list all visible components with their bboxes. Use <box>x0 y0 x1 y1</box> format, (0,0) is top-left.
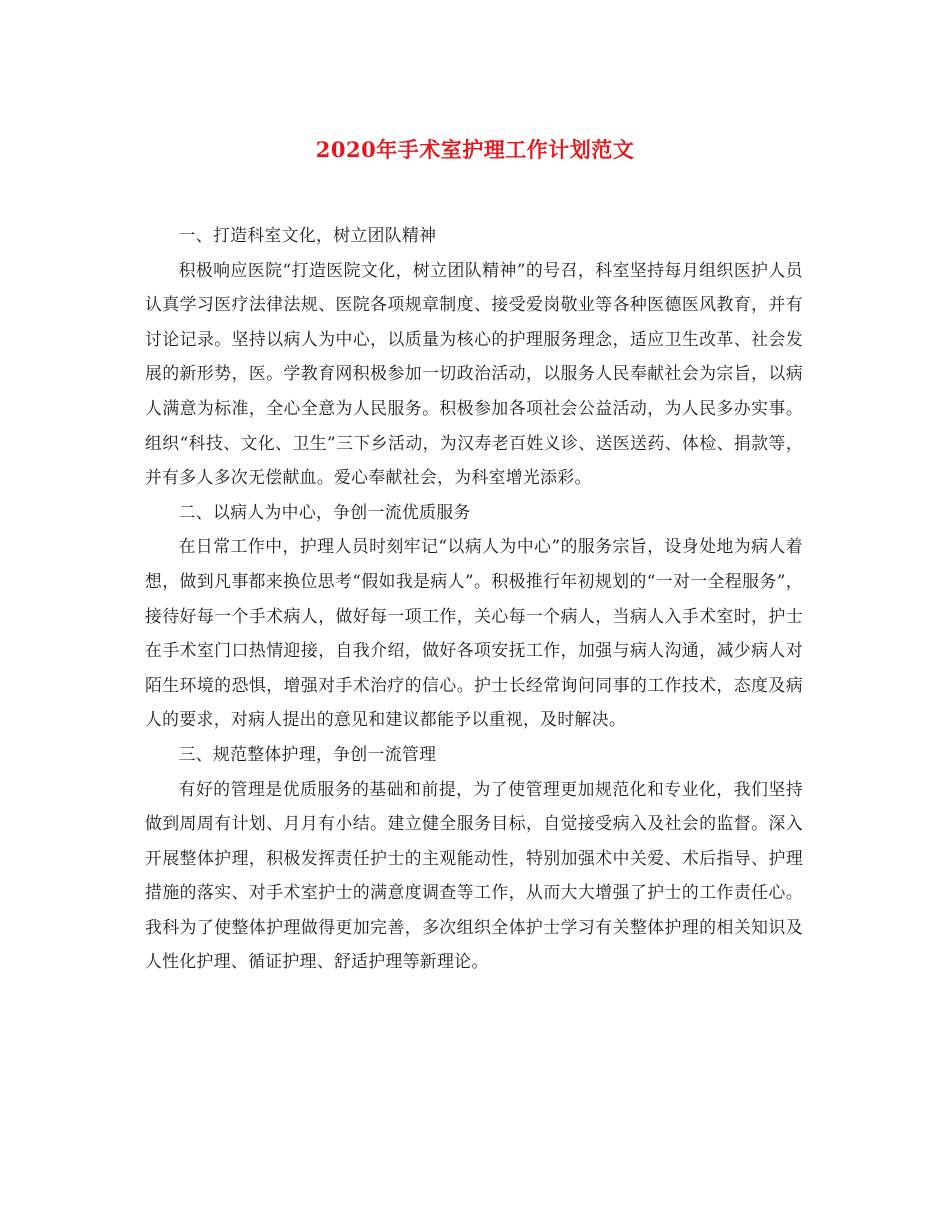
section-1-heading: 一、打造科室文化，树立团队精神 <box>178 225 437 245</box>
document-title: 2020年手术室护理工作计划范文 <box>315 137 635 162</box>
section-3-heading: 三、规范整体护理，争创一流管理 <box>178 743 437 764</box>
section-2-heading: 二、以病人为中心，争创一流优质服务 <box>178 501 471 522</box>
section-2-paragraph: 在日常工作中，护理人员时刻牢记“以病人为中心”的服务宗旨，设身处地为病人着想，做到凡事都来换位思考“假如我是病人”。积极推行年初规划的“一对一全程服务”，接待好每一个手术病人，做好每一项工作，关心每一个病人，当病人入手术室时，护士在手术室门口热情迎接，自我介绍，做好各项安抚工作，加强与病人沟通，减少病人对陌生环境的恐惧，增强对手术治疗的信心。护士长经常询问同事的工作技术，态度及病人的要求，对病人提出的意见和建议都能予以重视，及时解决。 <box>145 536 803 730</box>
document-body <box>145 218 803 979</box>
section-1-paragraph: 积极响应医院“打造医院文化，树立团队精神”的号召，科室坚持每月组织医护人员认真学习医疗法律法规、医院各项规章制度、接受爱岗敬业等各种医德医风教育，并有讨论记录。坚持以病人为中心，以质量为核心的护理服务理念，适应卫生改革、社会发展的新形势，医。学教育网积极参加一切政治活动，以服务人民奉献社会为宗旨，以病人满意为标准，全心全意为人民服务。积极参加各项社会公益活动，为人民多办实事。组织“科技、文化、卫生”三下乡活动，为汉寿老百姓义诊、送医送药、体检、捐款等，并有多人多次无偿献血。爱心奉献社会，为科室增光添彩。 <box>145 259 803 488</box>
section-3-paragraph: 有好的管理是优质服务的基础和前提，为了使管理更加规范化和专业化，我们坚持做到周周有计划、月月有小结。建立健全服务目标，自觉接受病入及社会的监督。深入开展整体护理，积极发挥责任护士的主观能动性，特别加强术中关爱、术后指导、护理措施的落实、对手术室护士的满意度调查等工作，从而大大增强了护士的工作责任心。我科为了使整体护理做得更加完善，多次组织全体护士学习有关整体护理的相关知识及人性化护理、循证护理、舒适护理等新理论。 <box>145 778 803 972</box>
